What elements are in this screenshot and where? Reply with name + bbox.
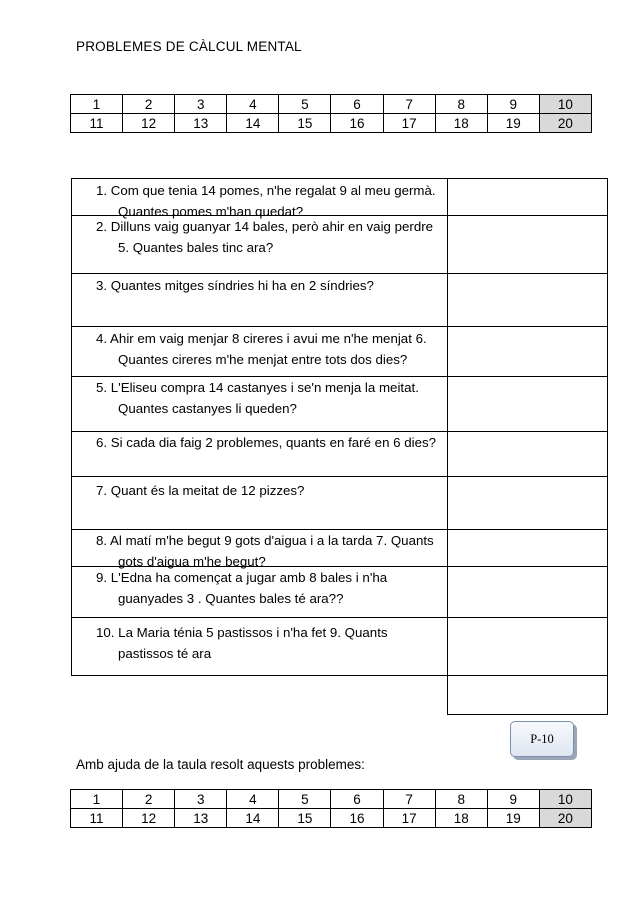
grid-row-11-20: [71, 114, 592, 133]
grid-cell-shaded: 10: [539, 790, 591, 809]
row-divider: [71, 476, 608, 477]
problem-3: 3. Quantes mitges síndries hi ha en 2 síndries?: [96, 278, 374, 293]
grid-cell: 2: [123, 790, 175, 809]
grid-row-11-20: [71, 809, 592, 828]
problem-1: 1. Com que tenia 14 pomes, n'he regalat 9 al meu germà. Quantes pomes m'han quedat?: [96, 183, 436, 219]
grid-cell: 4: [227, 790, 279, 809]
grid-cell: 19: [487, 809, 539, 828]
grid-row-1-10: [71, 790, 592, 809]
problem-5: 5. L'Eliseu compra 14 castanyes i se'n menja la meitat. Quantes castanyes li queden?: [96, 380, 419, 416]
grid-cell: 13: [175, 809, 227, 828]
grid-cell: 3: [175, 790, 227, 809]
grid-cell: 9: [487, 790, 539, 809]
grid-cell: 4: [227, 95, 279, 114]
problem-7: 7. Quant és la meitat de 12 pizzes?: [96, 483, 305, 498]
problem-6: 6. Si cada dia faig 2 problemes, quants en faré en 6 dies?: [96, 435, 437, 450]
row-divider: [71, 273, 608, 274]
grid-cell: 1: [71, 790, 123, 809]
instruction-text: Amb ajuda de la taula resolt aquests problemes:: [76, 757, 365, 772]
grid-cell: 13: [175, 114, 227, 133]
grid-cell: 17: [383, 809, 435, 828]
grid-cell: 2: [123, 95, 175, 114]
grid-cell: 7: [383, 790, 435, 809]
grid-cell: 14: [227, 809, 279, 828]
row-divider: [71, 326, 608, 327]
grid-cell: 8: [435, 790, 487, 809]
grid-cell: 15: [279, 809, 331, 828]
problem-4: 4. Ahir em vaig menjar 8 cireres i avui me n'he menjat 6. Quantes cireres m'he menjat entre tots dos dies?: [96, 331, 427, 367]
grid-cell: 6: [331, 95, 383, 114]
grid-cell: 15: [279, 114, 331, 133]
grid-cell: 11: [71, 809, 123, 828]
grid-row-1-10: [71, 95, 592, 114]
grid-cell: 16: [331, 809, 383, 828]
page-title: PROBLEMES DE CÀLCUL MENTAL: [76, 39, 302, 54]
grid-cell: 7: [383, 95, 435, 114]
grid-cell: 18: [435, 114, 487, 133]
grid-cell: 17: [383, 114, 435, 133]
grid-cell: 3: [175, 95, 227, 114]
grid-cell: 12: [123, 809, 175, 828]
number-grid-top: [70, 94, 592, 133]
page-badge: P-10: [510, 721, 574, 757]
problem-2: 2. Dilluns vaig guanyar 14 bales, però ahir en vaig perdre 5. Quantes bales tinc ara?: [96, 219, 434, 255]
problem-8: 8. Al matí m'he begut 9 gots d'aigua i a la tarda 7. Quants gots d'aigua m'he begut?: [96, 533, 434, 569]
problem-10: 10. La Maria ténia 5 pastissos i n'ha fet 9. Quants pastissos té ara: [96, 625, 388, 661]
number-grid-bottom: [70, 789, 592, 828]
grid-cell: 12: [123, 114, 175, 133]
grid-cell: 8: [435, 95, 487, 114]
grid-cell: 11: [71, 114, 123, 133]
row-divider: [71, 617, 608, 618]
grid-cell: 5: [279, 95, 331, 114]
grid-cell: 16: [331, 114, 383, 133]
answers-column: [447, 178, 608, 715]
grid-cell-shaded: 10: [539, 95, 591, 114]
grid-cell-shaded: 20: [539, 114, 591, 133]
grid-cell-shaded: 20: [539, 809, 591, 828]
grid-cell: 19: [487, 114, 539, 133]
grid-cell: 6: [331, 790, 383, 809]
grid-cell: 14: [227, 114, 279, 133]
grid-cell: 5: [279, 790, 331, 809]
grid-cell: 18: [435, 809, 487, 828]
row-divider: [447, 675, 608, 676]
grid-cell: 1: [71, 95, 123, 114]
problem-9: 9. L'Edna ha començat a jugar amb 8 bales i n'ha guanyades 3 . Quantes bales té ara??: [96, 570, 388, 606]
grid-cell: 9: [487, 95, 539, 114]
